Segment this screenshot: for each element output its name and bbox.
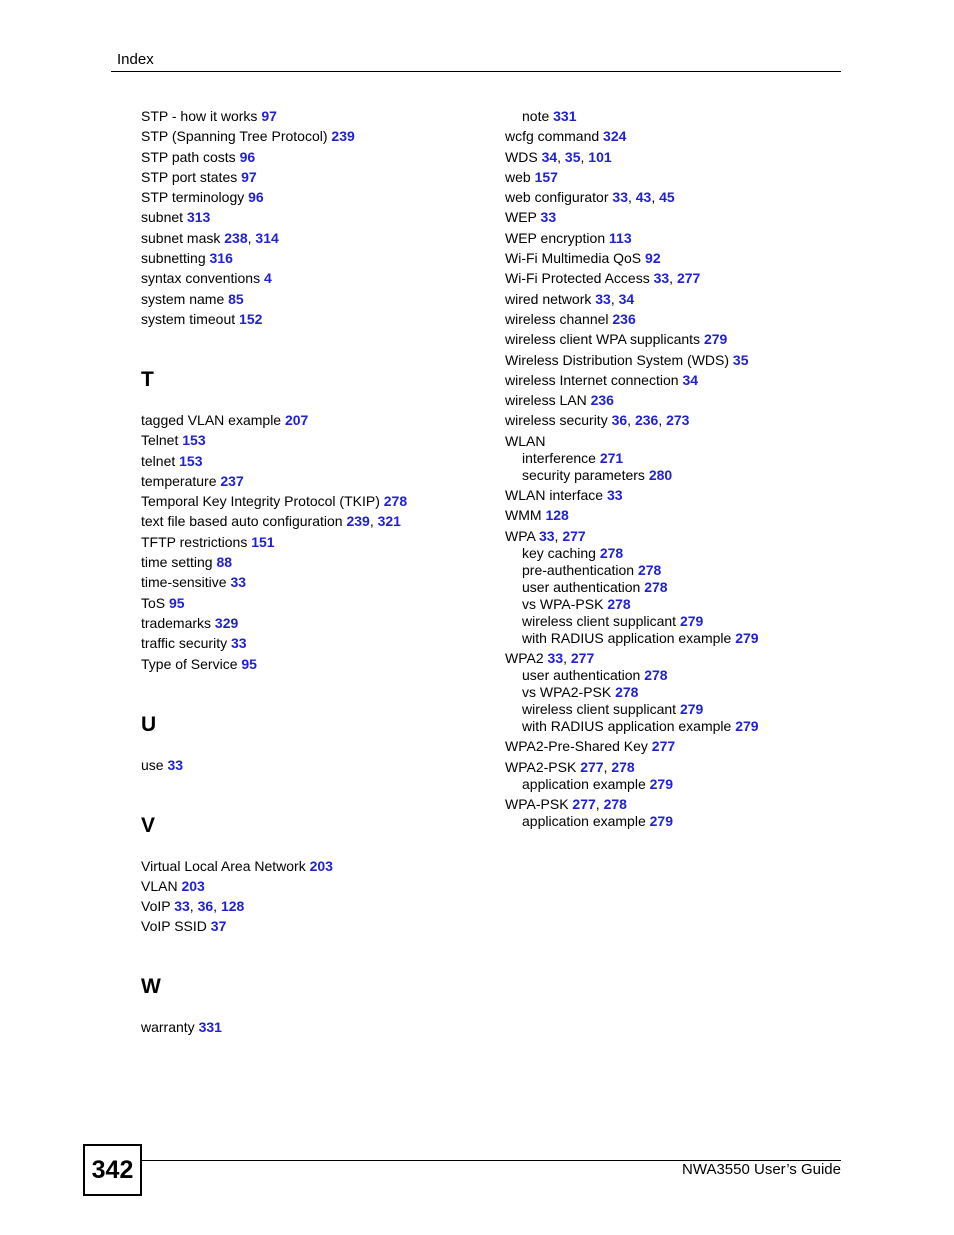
index-term: wireless Internet connection: [505, 371, 679, 388]
index-entry: [505, 352, 845, 369]
index-entry: text file based auto configuration 239, 321: [141, 513, 401, 530]
index-entry: [141, 169, 481, 186]
index-term: telnet: [141, 452, 176, 469]
page-link[interactable]: 33: [606, 487, 623, 504]
page-link[interactable]: 97: [261, 108, 277, 124]
index-entry: [141, 493, 481, 510]
index-subentry: [505, 684, 845, 701]
page-link[interactable]: 34: [618, 290, 635, 307]
index-term: TFTP restrictions: [141, 533, 248, 550]
page-link[interactable]: 331: [198, 1019, 222, 1036]
page-link[interactable]: 35: [732, 351, 749, 368]
index-term: interference: [522, 449, 596, 466]
index-term: wcfg command: [505, 128, 600, 145]
index-entry: [141, 635, 481, 652]
index-term: vs WPA2-PSK: [522, 683, 612, 700]
page-link[interactable]: 128: [220, 898, 245, 915]
index-term: WPA: [505, 527, 536, 544]
index-term: ToS: [141, 594, 166, 611]
index-term: WDS: [505, 148, 538, 165]
page-link[interactable]: 278: [383, 493, 408, 510]
index-entry: [505, 433, 845, 450]
page-link[interactable]: 33: [174, 898, 190, 915]
index-entry: [141, 615, 481, 632]
index-term: syntax conventions: [141, 270, 261, 287]
index-entry: VoIP 33, 36, 128: [141, 898, 245, 915]
index-term: wireless channel: [505, 310, 609, 327]
index-term: key caching: [522, 544, 596, 561]
index-term: VLAN: [141, 877, 178, 894]
page-link[interactable]: 238: [224, 229, 248, 246]
index-entry: [141, 473, 481, 490]
index-term: STP - how it works: [141, 108, 258, 124]
index-entry: [505, 230, 845, 247]
page-link[interactable]: 277: [570, 649, 595, 666]
index-term: wireless client WPA supplicants: [505, 331, 701, 348]
page-link[interactable]: 278: [637, 561, 662, 578]
header-rule: [111, 71, 841, 72]
index-term: STP terminology: [141, 189, 245, 206]
index-entry: [505, 487, 845, 504]
index-section-letter: W: [141, 975, 161, 999]
page-link[interactable]: 128: [545, 507, 569, 524]
index-entry: [141, 432, 481, 449]
index-entry: [141, 412, 481, 429]
page-link[interactable]: 329: [214, 614, 239, 631]
page-link[interactable]: 203: [181, 877, 205, 894]
index-entry: [505, 331, 845, 348]
page-link[interactable]: 237: [220, 472, 244, 489]
page-link[interactable]: 278: [644, 666, 668, 683]
index-term: Virtual Local Area Network: [141, 857, 306, 874]
index-term: WPA-PSK: [505, 795, 569, 812]
index-term: Temporal Key Integrity Protocol (TKIP): [141, 493, 380, 510]
page-link[interactable]: 279: [735, 717, 759, 734]
index-term: temperature: [141, 472, 217, 489]
page-link[interactable]: 4: [263, 270, 272, 287]
index-entry: [141, 595, 481, 612]
page-link[interactable]: 33: [540, 209, 557, 226]
index-subentry: [505, 108, 845, 125]
index-entry: [141, 311, 481, 328]
index-term: system name: [141, 290, 225, 307]
index-term: WPA2: [505, 649, 544, 666]
index-term: WEP encryption: [505, 229, 606, 246]
page-link[interactable]: 85: [228, 290, 244, 307]
index-entry: [505, 169, 845, 186]
index-term: with RADIUS application example: [522, 717, 732, 734]
page-link[interactable]: 277: [572, 795, 596, 812]
index-entry: [505, 311, 845, 328]
index-term: web: [505, 168, 531, 185]
index-column-right: [505, 108, 845, 830]
index-term: STP path costs: [141, 148, 236, 165]
index-entry: WPA2-PSK 277, 278: [505, 758, 635, 775]
index-term: wired network: [505, 290, 592, 307]
index-term: with RADIUS application example: [522, 629, 732, 646]
index-term: STP (Spanning Tree Protocol): [141, 128, 328, 145]
page-link[interactable]: 95: [241, 655, 257, 672]
page-link[interactable]: 153: [182, 432, 206, 449]
index-subentry: [505, 562, 845, 579]
index-subentry: [505, 545, 845, 562]
page-link[interactable]: 279: [679, 700, 704, 717]
index-term: WLAN: [505, 432, 546, 449]
index-entry: [141, 858, 481, 875]
index-entry: [141, 250, 481, 267]
index-entry: [505, 738, 845, 755]
page-link[interactable]: 314: [255, 229, 279, 246]
index-entry: WDS 34, 35, 101: [505, 148, 612, 165]
index-entry: web configurator 33, 43, 45: [505, 189, 675, 206]
page-link[interactable]: 316: [209, 250, 233, 267]
page-link[interactable]: 101: [588, 148, 612, 165]
page-link[interactable]: 277: [580, 758, 604, 775]
page-link[interactable]: 33: [231, 635, 247, 652]
index-entry: WPA2 33, 277: [505, 649, 595, 666]
index-term: warranty: [141, 1019, 195, 1036]
index-entry: [505, 372, 845, 389]
page-link[interactable]: 273: [666, 412, 690, 429]
index-term: user authentication: [522, 578, 641, 595]
index-entry: [141, 878, 481, 895]
page-link[interactable]: 239: [346, 513, 370, 530]
page-link[interactable]: 34: [682, 371, 699, 388]
page-link[interactable]: 278: [615, 683, 639, 700]
index-term: time setting: [141, 554, 213, 571]
page-link[interactable]: 157: [534, 168, 558, 185]
page-link[interactable]: 36: [611, 412, 628, 429]
index-entry: [505, 507, 845, 524]
page-link[interactable]: 207: [284, 411, 309, 428]
page-link[interactable]: 95: [169, 594, 185, 611]
page-link[interactable]: 33: [653, 270, 670, 287]
page-link[interactable]: 279: [649, 775, 673, 792]
index-entry: [141, 270, 481, 287]
page-link[interactable]: 151: [251, 533, 275, 550]
page-link[interactable]: 203: [309, 857, 333, 874]
index-term: tagged VLAN example: [141, 411, 282, 428]
page-link[interactable]: 278: [603, 795, 627, 812]
index-entry: [141, 149, 481, 166]
index-term: use: [141, 756, 164, 773]
page-link[interactable]: 33: [595, 290, 611, 307]
page-link[interactable]: 153: [179, 452, 203, 469]
index-term: Type of Service: [141, 655, 238, 672]
index-term: VoIP SSID: [141, 918, 207, 935]
index-entry: [505, 209, 845, 226]
page-link[interactable]: 239: [331, 128, 355, 145]
page-link[interactable]: 277: [562, 527, 586, 544]
index-entry: [141, 108, 481, 125]
page-link[interactable]: 34: [541, 148, 558, 165]
index-term: WLAN interface: [505, 487, 604, 504]
index-term: Wireless Distribution System (WDS): [505, 351, 730, 368]
index-term: user authentication: [522, 666, 641, 683]
index-term: Wi-Fi Protected Access: [505, 270, 650, 287]
index-column-left: [141, 108, 481, 1036]
index-subentry: [505, 776, 845, 793]
index-term: VoIP: [141, 898, 171, 915]
index-term: WPA2-PSK: [505, 758, 577, 775]
running-header: Index: [117, 51, 154, 68]
index-term: wireless security: [505, 412, 608, 429]
index-term: STP port states: [141, 168, 238, 185]
index-term: security parameters: [522, 466, 645, 483]
page-link[interactable]: 96: [248, 189, 264, 206]
index-entry: [141, 656, 481, 673]
index-entry: [141, 1019, 481, 1036]
index-term: application example: [522, 775, 646, 792]
index-term: pre-authentication: [522, 561, 635, 578]
page-link[interactable]: 271: [599, 449, 624, 466]
page-link[interactable]: 96: [239, 148, 256, 165]
page-link[interactable]: 152: [239, 310, 263, 327]
index-entry: [141, 128, 481, 145]
index-term: note: [522, 108, 550, 124]
page-link[interactable]: 236: [590, 392, 614, 409]
page-link[interactable]: 33: [167, 756, 184, 773]
index-entry: WPA-PSK 277, 278: [505, 795, 627, 812]
page-link[interactable]: 280: [648, 466, 673, 483]
index-term: subnet: [141, 209, 184, 226]
page-link[interactable]: 279: [679, 612, 704, 629]
index-subentry: [505, 701, 845, 718]
page-link[interactable]: 236: [612, 310, 636, 327]
index-term: WPA2-Pre-Shared Key: [505, 738, 648, 755]
index-section-letter: V: [141, 813, 156, 837]
page-link[interactable]: 321: [377, 513, 401, 530]
index-entry: Wi-Fi Protected Access 33, 277: [505, 270, 701, 287]
index-entry: [141, 209, 481, 226]
page-link[interactable]: 277: [676, 270, 701, 287]
page-link[interactable]: 33: [547, 649, 564, 666]
index-term: subnet mask: [141, 229, 221, 246]
index-section-letter: T: [141, 367, 154, 391]
index-entry: subnet mask 238, 314: [141, 229, 279, 246]
page-link[interactable]: 278: [607, 595, 631, 612]
index-term: trademarks: [141, 614, 212, 631]
index-term: wireless client supplicant: [522, 700, 677, 717]
index-subentry: [505, 718, 845, 735]
index-entry: [505, 250, 845, 267]
index-entry: [141, 574, 481, 591]
index-term: wireless client supplicant: [522, 612, 677, 629]
page-link[interactable]: 236: [634, 412, 659, 429]
index-entry: [141, 757, 481, 774]
index-entry: [141, 534, 481, 551]
index-term: text file based auto configuration: [141, 513, 343, 530]
index-entry: WPA 33, 277: [505, 527, 586, 544]
page-link[interactable]: 97: [241, 168, 257, 185]
page-link[interactable]: 279: [649, 812, 673, 829]
page-link[interactable]: 36: [197, 898, 214, 915]
index-entry: [141, 918, 481, 935]
index-section-letter: U: [141, 712, 157, 736]
page-link[interactable]: 88: [216, 554, 233, 571]
index-subentry: [505, 613, 845, 630]
index-term: vs WPA-PSK: [522, 595, 604, 612]
index-term: system timeout: [141, 310, 236, 327]
guide-title: NWA3550 User’s Guide: [682, 1161, 841, 1178]
index-term: Wi-Fi Multimedia QoS: [505, 250, 642, 267]
page-link[interactable]: 277: [651, 738, 676, 755]
index-entry: [141, 291, 481, 308]
index-subentry: [505, 813, 845, 830]
page-link[interactable]: 37: [210, 918, 227, 935]
page-number: 342: [83, 1144, 142, 1196]
index-subentry: [505, 630, 845, 647]
index-entry: [141, 189, 481, 206]
index-entry: [141, 453, 481, 470]
index-subentry: [505, 467, 845, 484]
page-link[interactable]: 33: [612, 189, 628, 206]
index-subentry: [505, 596, 845, 613]
index-term: WMM: [505, 507, 542, 524]
page-link[interactable]: 113: [609, 229, 632, 246]
index-entry: [141, 554, 481, 571]
index-subentry: [505, 450, 845, 467]
index-subentry: [505, 667, 845, 684]
page-link[interactable]: 33: [538, 527, 555, 544]
page-link[interactable]: 92: [645, 250, 661, 267]
page-link[interactable]: 279: [703, 331, 728, 348]
page-link[interactable]: 279: [735, 629, 759, 646]
index-term: web configurator: [505, 189, 609, 206]
index-term: application example: [522, 812, 646, 829]
index-entry: [505, 392, 845, 409]
index-term: traffic security: [141, 635, 228, 652]
page-link[interactable]: 43: [635, 189, 652, 206]
page-link[interactable]: 331: [553, 108, 577, 124]
index-term: wireless LAN: [505, 392, 587, 409]
page-link[interactable]: 33: [230, 574, 247, 591]
index-entry: [505, 128, 845, 145]
page-link[interactable]: 278: [644, 578, 668, 595]
index-term: time-sensitive: [141, 574, 227, 591]
index-term: WEP: [505, 209, 537, 226]
index-entry: wired network 33, 34: [505, 290, 635, 307]
index-subentry: [505, 579, 845, 596]
page-link[interactable]: 313: [186, 209, 211, 226]
index-term: subnetting: [141, 250, 206, 267]
page-link[interactable]: 278: [599, 544, 624, 561]
index-term: Telnet: [141, 432, 179, 449]
page-link[interactable]: 324: [603, 128, 627, 145]
page-link[interactable]: 45: [659, 189, 675, 206]
page-link[interactable]: 35: [564, 148, 581, 165]
page-link[interactable]: 278: [611, 758, 635, 775]
index-entry: wireless security 36, 236, 273: [505, 412, 690, 429]
